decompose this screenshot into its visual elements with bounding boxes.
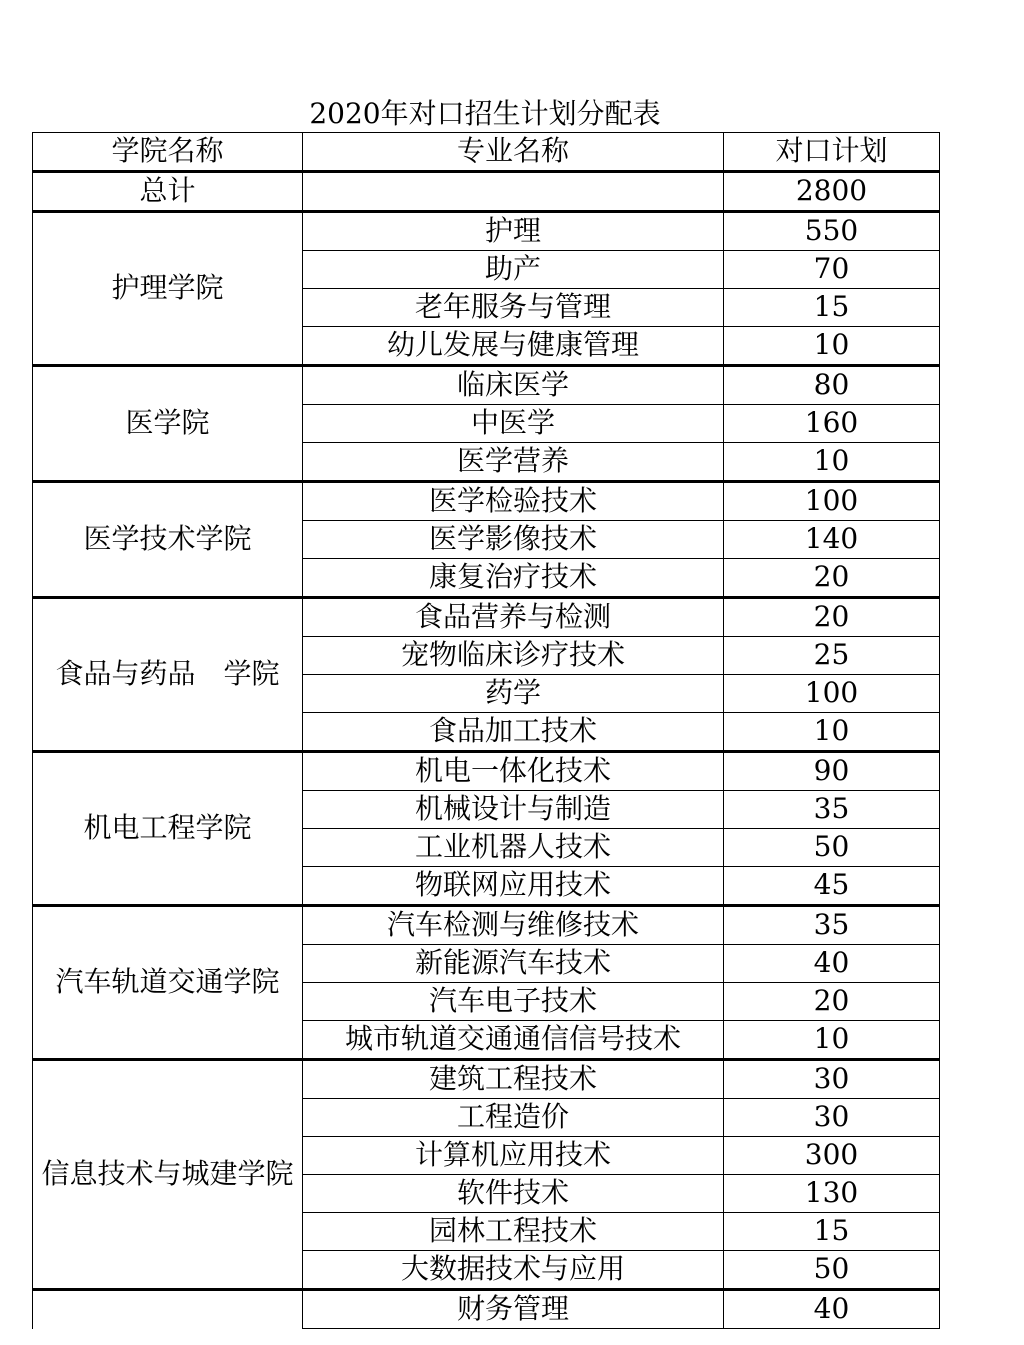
total-value: 2800 (724, 172, 940, 212)
major-name-cell: 食品加工技术 (303, 713, 724, 752)
college-name-cell: 机电工程学院 (33, 752, 303, 906)
header-major: 专业名称 (303, 133, 724, 172)
plan-count-cell: 15 (724, 1213, 940, 1251)
college-name-cell: 信息技术与城建学院 (33, 1060, 303, 1290)
plan-count-cell: 140 (724, 521, 940, 559)
major-name-cell: 汽车电子技术 (303, 983, 724, 1021)
major-name-cell: 建筑工程技术 (303, 1060, 724, 1099)
plan-count-cell: 50 (724, 1251, 940, 1290)
major-name-cell: 康复治疗技术 (303, 559, 724, 598)
plan-count-cell: 80 (724, 366, 940, 405)
major-name-cell: 大数据技术与应用 (303, 1251, 724, 1290)
table-row (33, 906, 940, 945)
plan-count-cell: 30 (724, 1060, 940, 1099)
table-row (33, 366, 940, 405)
major-name-cell: 食品营养与检测 (303, 598, 724, 637)
college-name-cell: 医学技术学院 (33, 482, 303, 598)
header-college: 学院名称 (33, 133, 303, 172)
major-name-cell: 助产 (303, 251, 724, 289)
plan-count-cell: 30 (724, 1099, 940, 1137)
major-name-cell: 药学 (303, 675, 724, 713)
header-plan: 对口计划 (724, 133, 940, 172)
plan-count-cell: 45 (724, 867, 940, 906)
plan-count-cell: 10 (724, 327, 940, 366)
college-name-cell: 医学院 (33, 366, 303, 482)
plan-count-cell: 10 (724, 1021, 940, 1060)
major-name-cell: 财务管理 (303, 1290, 724, 1329)
plan-count-cell: 10 (724, 713, 940, 752)
plan-count-cell: 25 (724, 637, 940, 675)
plan-count-cell: 35 (724, 906, 940, 945)
plan-count-cell: 100 (724, 675, 940, 713)
major-name-cell: 物联网应用技术 (303, 867, 724, 906)
major-name-cell: 幼儿发展与健康管理 (303, 327, 724, 366)
plan-count-cell: 20 (724, 598, 940, 637)
plan-count-cell: 130 (724, 1175, 940, 1213)
table-row (33, 212, 940, 251)
plan-count-cell: 40 (724, 945, 940, 983)
table-row (33, 1060, 940, 1099)
plan-count-cell: 20 (724, 559, 940, 598)
plan-count-cell: 550 (724, 212, 940, 251)
major-name-cell: 中医学 (303, 405, 724, 443)
major-name-cell: 机电一体化技术 (303, 752, 724, 791)
table-row (33, 752, 940, 791)
table-row (33, 482, 940, 521)
plan-count-cell: 70 (724, 251, 940, 289)
plan-count-cell: 50 (724, 829, 940, 867)
major-name-cell: 机械设计与制造 (303, 791, 724, 829)
major-name-cell: 新能源汽车技术 (303, 945, 724, 983)
major-name-cell: 宠物临床诊疗技术 (303, 637, 724, 675)
major-name-cell: 园林工程技术 (303, 1213, 724, 1251)
college-name-cell: 汽车轨道交通学院 (33, 906, 303, 1060)
plan-count-cell: 160 (724, 405, 940, 443)
table-row (33, 1290, 940, 1329)
plan-count-cell: 20 (724, 983, 940, 1021)
major-name-cell: 工程造价 (303, 1099, 724, 1137)
major-name-cell: 临床医学 (303, 366, 724, 405)
college-name-cell: 护理学院 (33, 212, 303, 366)
major-name-cell: 城市轨道交通通信信号技术 (303, 1021, 724, 1060)
total-label: 总计 (33, 172, 303, 212)
major-name-cell: 护理 (303, 212, 724, 251)
plan-count-cell: 35 (724, 791, 940, 829)
table-header-row (33, 133, 940, 172)
major-name-cell: 软件技术 (303, 1175, 724, 1213)
page-title: 2020年对口招生计划分配表 (309, 97, 661, 130)
total-row (33, 172, 940, 212)
table-row (33, 598, 940, 637)
major-name-cell: 医学营养 (303, 443, 724, 482)
college-name-cell: 食品与药品 学院 (33, 598, 303, 752)
enrollment-plan-table (32, 132, 940, 1329)
major-name-cell: 汽车检测与维修技术 (303, 906, 724, 945)
plan-count-cell: 100 (724, 482, 940, 521)
plan-count-cell: 10 (724, 443, 940, 482)
table-body (33, 172, 940, 1329)
major-name-cell: 医学影像技术 (303, 521, 724, 559)
college-name-cell (33, 1290, 303, 1329)
major-name-cell: 医学检验技术 (303, 482, 724, 521)
major-name-cell: 工业机器人技术 (303, 829, 724, 867)
plan-count-cell: 40 (724, 1290, 940, 1329)
plan-count-cell: 15 (724, 289, 940, 327)
major-name-cell: 老年服务与管理 (303, 289, 724, 327)
plan-count-cell: 90 (724, 752, 940, 791)
total-major (303, 172, 724, 212)
plan-count-cell: 300 (724, 1137, 940, 1175)
major-name-cell: 计算机应用技术 (303, 1137, 724, 1175)
